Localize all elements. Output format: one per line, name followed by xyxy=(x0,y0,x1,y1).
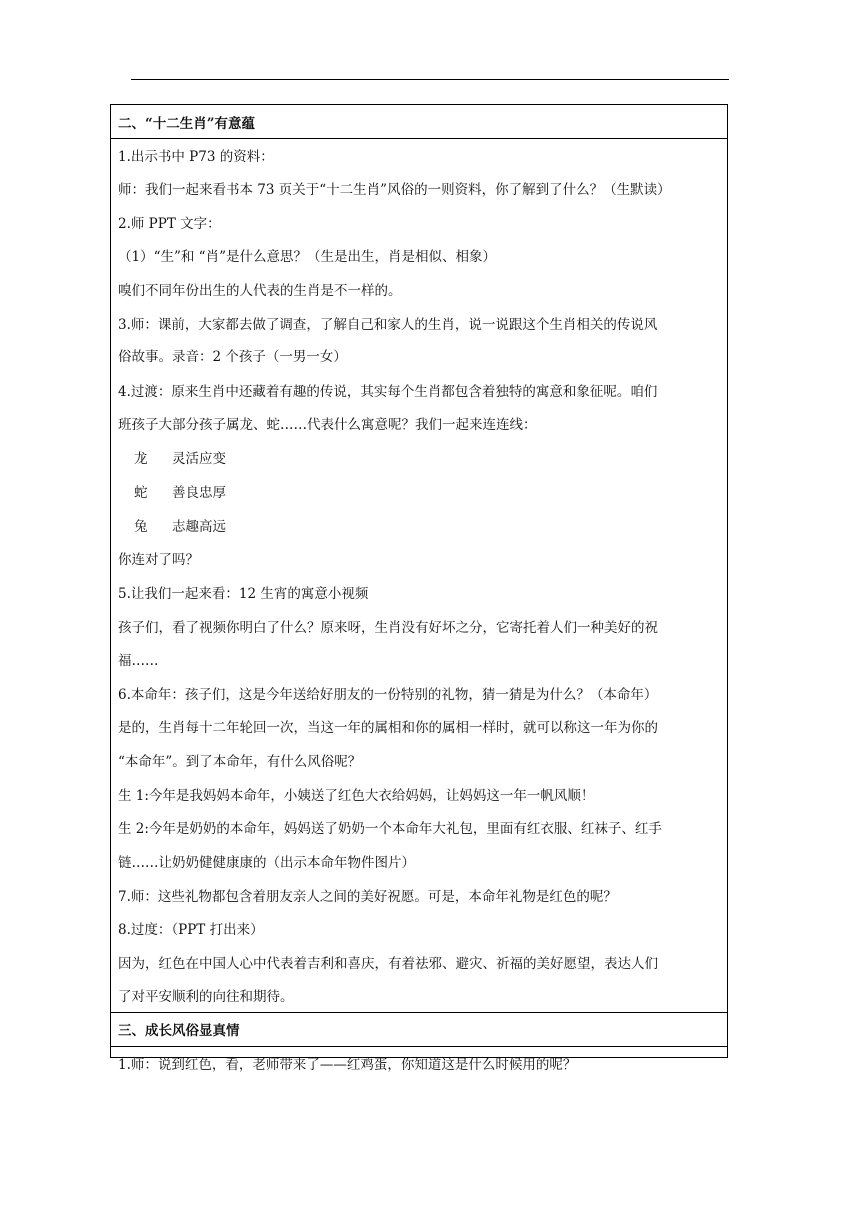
paragraph: 是的，生肖每十二年轮回一次，当这一年的属相和你的属相一样时，就可以称这一年为你的 xyxy=(118,720,658,736)
paragraph: 4.过渡：原来生肖中还藏着有趣的传说，其实每个生肖都包含着独特的寓意和象征呢。咱们 xyxy=(118,384,658,400)
section-heading-growth: 三、成长风俗显真情 xyxy=(118,1022,726,1040)
zodiac-meaning: 灵活应变 xyxy=(172,451,226,467)
section-heading-zodiac: 二、“十二生肖”有意蕴 xyxy=(118,116,256,132)
zodiac-meaning: 善良忠厚 xyxy=(172,485,226,501)
zodiac-animal: 蛇 xyxy=(134,485,148,501)
paragraph: 俗故事。录音：2 个孩子（一男一女） xyxy=(118,349,347,365)
zodiac-pair xyxy=(134,518,742,536)
paragraph: 福…… xyxy=(118,653,159,669)
zodiac-pair xyxy=(134,484,742,502)
paragraph: 6.本命年：孩子们，这是今年送给好朋友的一份特别的礼物，猜一猜是为什么？（本命年） xyxy=(118,687,658,703)
paragraph: 嗅们不同年份出生的人代表的生肖是不一样的。 xyxy=(118,283,402,299)
paragraph: 1.师：说到红色，看，老师带来了——红鸡蛋，你知道这是什么时候用的呢？ xyxy=(118,1056,726,1074)
paragraph: 2.师 PPT 文字： xyxy=(118,216,221,232)
paragraph: 因为，红色在中国人心中代表着吉利和喜庆，有着祛邪、避灾、祈福的美好愿望，表达人们 xyxy=(118,956,658,972)
paragraph: 生 2:今年是奶奶的本命年，妈妈送了奶奶一个本命年大礼包，里面有红衣服、红袜子、红手 xyxy=(118,821,662,837)
paragraph: 3.师：课前，大家都去做了调查，了解自己和家人的生肖，说一说跟这个生肖相关的传说风 xyxy=(118,317,658,333)
paragraph: 师：我们一起来看书本 73 页关于“十二生肖”风俗的一则资料，你了解到了什么？（生默读） xyxy=(118,182,671,198)
paragraph: 5.让我们一起来看：12 生宵的寓意小视频 xyxy=(118,586,369,602)
paragraph: 链……让奶奶健健康康的（出示本命年物件图片） xyxy=(118,855,415,871)
paragraph: 孩子们，看了视频你明白了什么？原来呀，生肖没有好坏之分，它寄托着人们一种美好的祝 xyxy=(118,620,658,636)
header-rule xyxy=(131,79,729,80)
paragraph: “本命年”。到了本命年，有什么风俗呢？ xyxy=(118,754,362,770)
paragraph: 班孩子大部分孩子属龙、蛇……代表什么寓意呢？我们一起来连连线： xyxy=(118,417,537,433)
zodiac-animal: 龙 xyxy=(134,451,148,467)
paragraph: 你连对了吗？ xyxy=(118,552,199,568)
paragraph: 1.出示书中 P73 的资料： xyxy=(118,148,726,166)
zodiac-meaning: 志趣高远 xyxy=(172,519,226,535)
paragraph: 8.过度：（PPT 打出来） xyxy=(118,922,264,938)
paragraph: 生 1:今年是我妈妈本命年，小姨送了红色大衣给妈妈，让妈妈这一年一帆风顺！ xyxy=(118,788,595,804)
paragraph: 7.师：这些礼物都包含着朋友亲人之间的美好祝愿。可是，本命年礼物是红色的呢？ xyxy=(118,889,617,905)
paragraph: （1）“生”和 “肖”是什么意思？（生是出生，肖是相似、相象） xyxy=(118,249,496,265)
zodiac-pair xyxy=(134,450,742,468)
paragraph: 了对平安顺利的向往和期待。 xyxy=(118,989,294,1005)
zodiac-animal: 兔 xyxy=(134,519,148,535)
